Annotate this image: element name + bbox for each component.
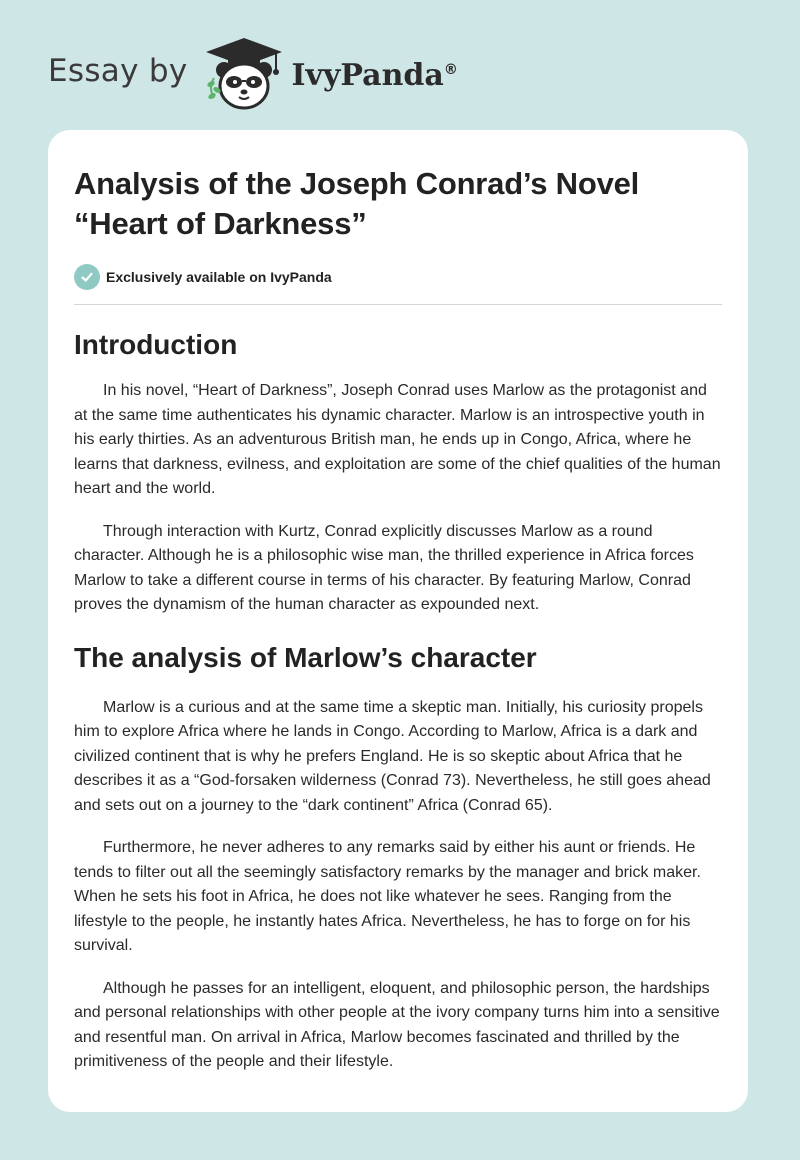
article-title <box>74 164 722 244</box>
section-heading-introduction: Introduction <box>74 329 238 360</box>
paragraph: Through interaction with Kurtz, Conrad explicitly discusses Marlow as a round character. Although he is a philosophic wise man, the thrilled experience in Africa forces Marlow to take a different course in terms of his character. By featuring Marlow, Conrad proves the dynamism of the human character as expounded next. <box>74 522 694 613</box>
trademark-symbol: ® <box>443 61 458 78</box>
divider <box>74 304 722 305</box>
essay-by-label: Essay by <box>48 53 188 89</box>
section-heading-analysis: The analysis of Marlow’s character <box>74 641 537 673</box>
article-card <box>48 130 748 1112</box>
brand-text: IvyPanda <box>291 57 444 93</box>
check-icon <box>74 264 100 290</box>
paragraph: Although he passes for an intelligent, eloquent, and philosophic person, the hardships and personal relationships with other people at the ivory company turns him into a sensitive and resentful man. On arrival in Africa, Marlow becomes fascinated and thrilled by the primitiveness of the people and their lifestyle. <box>74 979 720 1070</box>
paragraph: Furthermore, he never adheres to any remarks said by either his aunt or friends. He tends to filter out all the seemingly satisfactory remarks by the manager and brick maker. When he sets his foot in Africa, he does not like whatever he sees. Ranging from the lifestyle to the people, he instantly hates Africa. Nevertheless, he has to forge on for his survival. <box>74 839 701 954</box>
paragraph: Marlow is a curious and at the same time a skeptic man. Initially, his curiosity propels him to explore Africa where he lands in Congo. According to Marlow, Africa is a dark and civilized continent that is why he prefers England. He is so skeptic about Africa that he describes it as a “God-forsaken wilderness (Conrad 73). Nevertheless, he still goes ahead and sets out on a journey to the “dark continent” Africa (Conrad 65). <box>74 698 711 814</box>
exclusive-text: Exclusively available on IvyPanda <box>106 269 332 285</box>
ivypanda-logo-icon[interactable] <box>202 34 286 114</box>
title-line-2: “Heart of Darkness” <box>74 206 367 241</box>
brand-name[interactable] <box>292 58 458 93</box>
paragraph: In his novel, “Heart of Darkness”, Joseph Conrad uses Marlow as the protagonist and at the same time authenticates his dynamic character. Marlow is an introspective youth in his early thirties. As an adventurous British man, he ends up in Congo, Africa, where he learns that darkness, evilness, and exploitation are some of the chief qualities of the human heart and the world. <box>74 382 721 497</box>
site-header <box>48 34 458 114</box>
exclusive-badge <box>74 264 722 290</box>
title-line-1: Analysis of the Joseph Conrad’s Novel <box>74 166 640 201</box>
